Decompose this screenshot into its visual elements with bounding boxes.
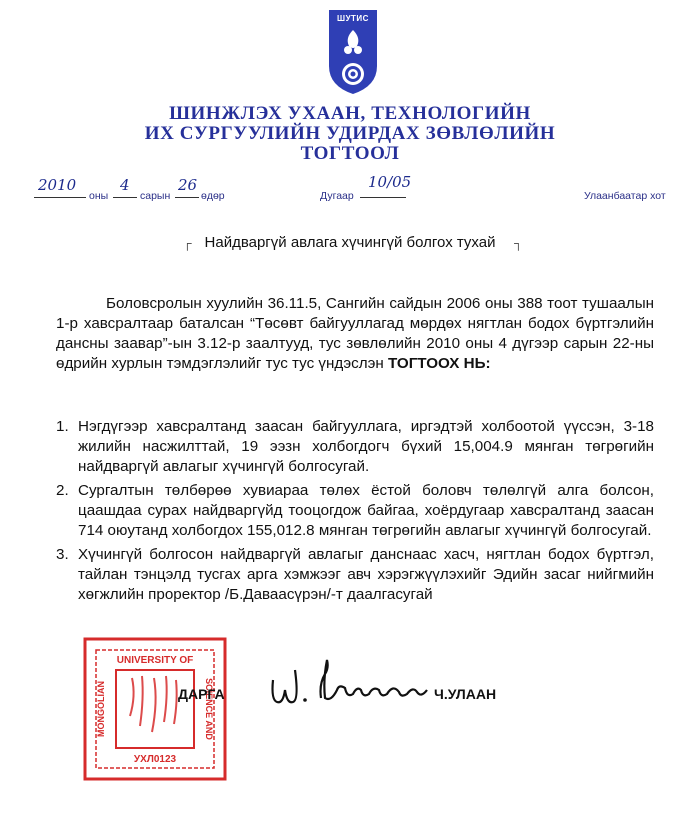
- item-text: Нэгдүгээр хавсралтанд заасан байгууллага, иргэдтэй холбоотой үүссэн, 3-18 жилийн насжилттай, 19 ээзн холбогдогч бүхий 15,004.9 мянган төгрөгийн найдваргүй авлагыг хүчингүй болгосугай.: [78, 418, 654, 475]
- day-underline: [175, 197, 199, 198]
- header-line-3: ТОГТООЛ: [300, 143, 400, 164]
- number-label: Дугаар: [320, 190, 354, 202]
- list-item: [56, 417, 654, 477]
- svg-text:УХЛ0123: УХЛ0123: [133, 754, 177, 765]
- item-number: 1.: [56, 418, 69, 435]
- header-line-1: ШИНЖЛЭХ УХААН, ТЕХНОЛОГИЙН: [169, 103, 531, 124]
- day-label: өдөр: [201, 190, 225, 202]
- svg-text:UNIVERSITY OF: UNIVERSITY OF: [116, 655, 194, 666]
- list-item: [56, 545, 654, 605]
- year-label: оны: [89, 190, 109, 202]
- signatory-title: ДАРГА: [178, 686, 225, 702]
- official-stamp: [82, 636, 228, 782]
- handwritten-signature-icon: [265, 640, 440, 720]
- svg-text:SCIENCE AND: SCIENCE AND: [204, 678, 214, 740]
- date-month: 4: [120, 176, 130, 194]
- date-number-row: [0, 173, 700, 204]
- date-year: 2010: [38, 176, 77, 194]
- decree-heading: ТОГТООХ НЬ:: [387, 355, 491, 372]
- svg-text:MONGOLIAN: MONGOLIAN: [96, 681, 106, 737]
- university-seal-stamp-icon: [82, 636, 228, 782]
- item-text: Хүчингүй болгосон найдваргүй авлагыг данснаас хасч, нягтлан бодох бүртгэл, тайлан тэнцэлд тусгах арга хэмжээг авч хэрэгжүүлэхийг Эдийн засаг нийгмийн хөгжлийн проректор /Б.Даваасүрэн/-т даалгасугай: [78, 546, 654, 603]
- preamble-text: Боловсролын хуулийн 36.11.5, Сангийн сайдын 2006 оны 388 тоот тушаалын 1-р хавсралтаар баталсан “Төсөвт байгууллагад мөрдөх нягтлан бодох бүртгэлийн дансны заавар”-ын 3.12-р заалтууд, тус зөвлөлийн 2010 оны 4 дүгээр сарын 22-ны өдрийн хурлын тэмдэглэлийг тус тус үндэслэн: [56, 295, 654, 372]
- month-underline: [113, 197, 137, 198]
- month-label: сарын: [140, 190, 171, 202]
- decree-number: 10/05: [368, 173, 412, 191]
- university-emblem: [327, 8, 379, 96]
- subject-title: Найдваргүй авлага хүчингүй болгох тухай: [204, 234, 496, 251]
- date-day: 26: [178, 176, 198, 194]
- subject-bracket-left: ┌: [183, 236, 192, 250]
- signature: [265, 640, 440, 720]
- preamble-paragraph: [56, 294, 654, 374]
- item-number: 2.: [56, 482, 69, 499]
- emblem-label: ШУТИС: [337, 14, 369, 23]
- list-item: [56, 481, 654, 541]
- year-underline: [34, 197, 86, 198]
- header-line-2: ИХ СУРГУУЛИЙН УДИРДАХ ЗӨВЛӨЛИЙН: [144, 123, 556, 144]
- subject-bracket-right: ┐: [514, 236, 523, 250]
- signatory-name: Ч.УЛААН: [434, 686, 497, 702]
- number-underline: [360, 197, 406, 198]
- city-label: Улаанбаатар хот: [584, 190, 666, 202]
- item-number: 3.: [56, 546, 69, 563]
- item-text: Сургалтын төлбөрөө хувиараа төлөх ёстой боловч төлөлгүй алга болсон, цаашдаа сурах найдваргүйд тооцогдож байгаа, хоёрдугаар хавсралтанд заасан 714 оюутанд холбогдох 155,012.8 мянган төгрөгийн авлагыг хүчингүй болгосугай.: [78, 482, 654, 539]
- decree-items: [56, 417, 654, 609]
